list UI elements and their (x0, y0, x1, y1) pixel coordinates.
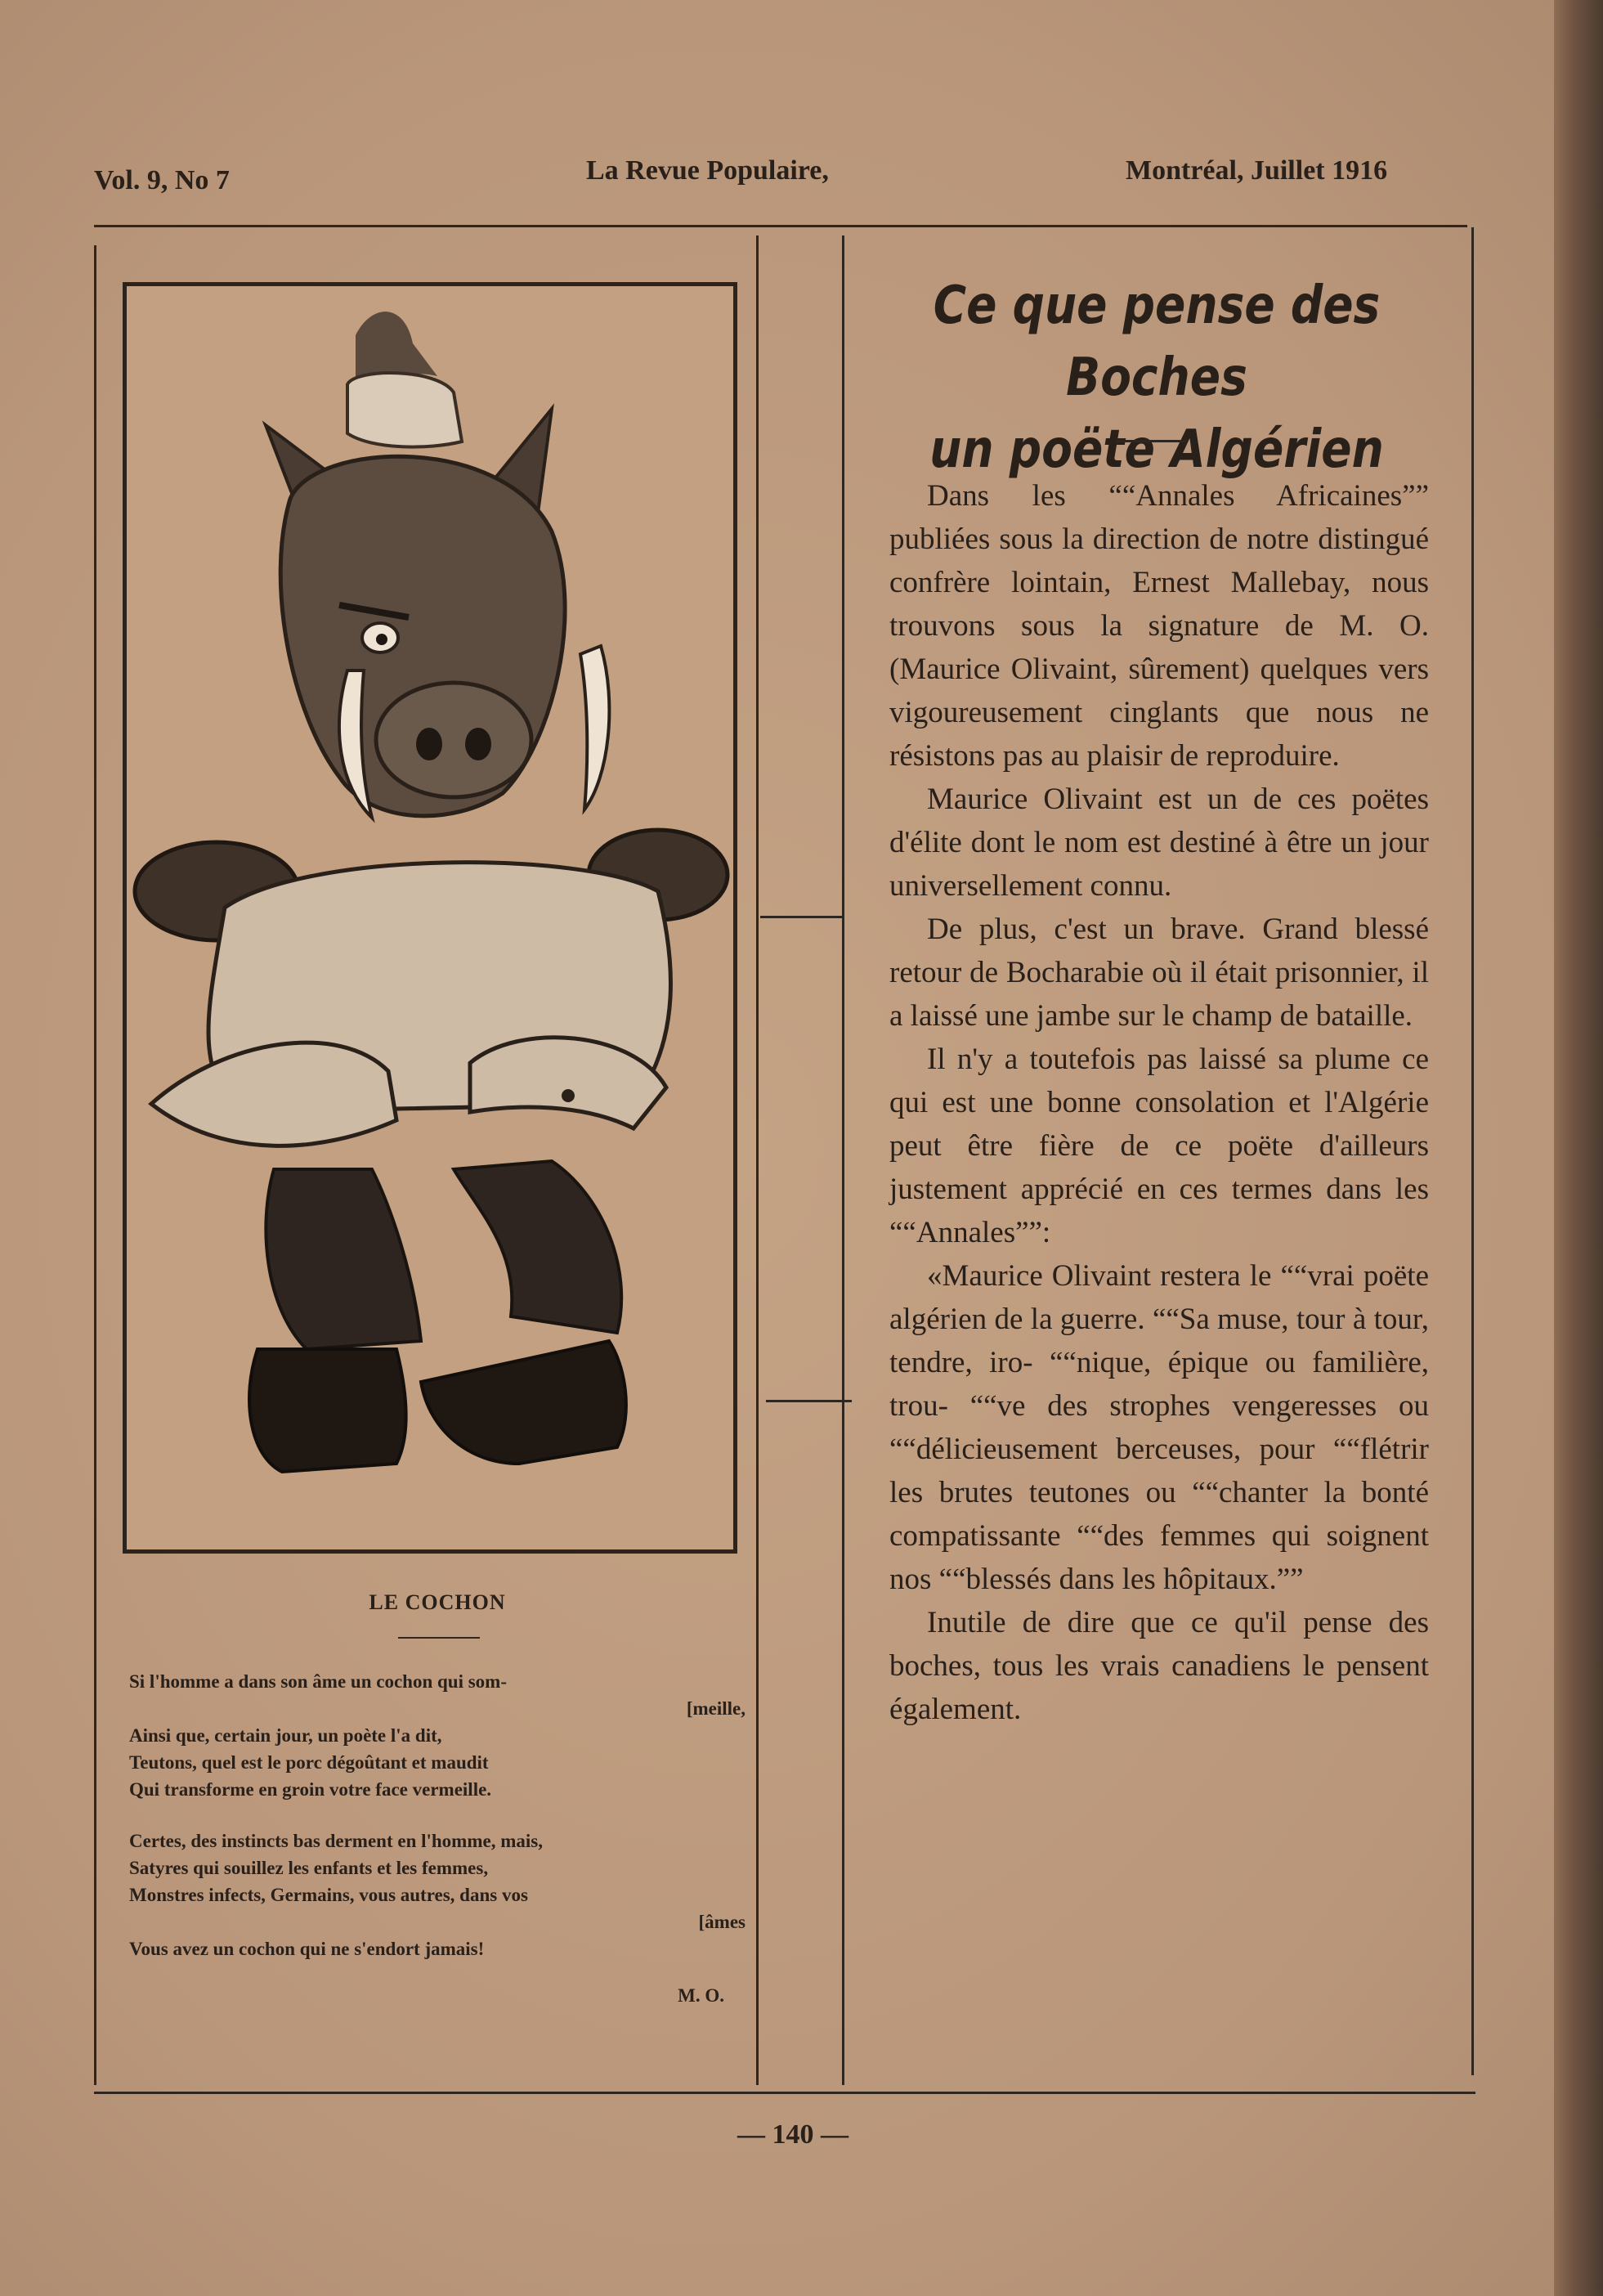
poem (129, 1668, 750, 2009)
book-spine-shadow (1554, 0, 1603, 2296)
frame-rule-bottom (94, 2092, 1475, 2094)
article-paragraph: Inutile de dire que ce qu'il pense des boches, tous les vrais canadiens le pensent également. (889, 1606, 1429, 1726)
volume-number: Vol. 9, No 7 (94, 165, 230, 195)
column-divider (756, 235, 759, 2085)
frame-rule-top (94, 225, 1467, 227)
column-divider (842, 235, 844, 2085)
frame-rule-left (94, 245, 96, 2085)
page-header (94, 155, 1467, 196)
place-and-date: Montréal, Juillet 1916 (1126, 155, 1388, 186)
article-paragraph: Il n'y a toutefois pas laissé sa plume ce qui est une bonne consolation et l'Algérie peut être fière de ce poëte d'ailleurs justement apprécié en ces termes dans les ““Annales””: (889, 1043, 1429, 1249)
poem-line: [meille, (686, 1698, 746, 1719)
illustration-caption: LE COCHON (369, 1590, 506, 1614)
poem-line: Monstres infects, Germains, vous autres, dans vos (129, 1885, 528, 1905)
frame-rule-right (1471, 227, 1474, 2075)
publication-name: La Revue Populaire, (586, 155, 829, 186)
article-paragraph: Maurice Olivaint est un de ces poëtes d'élite dont le nom est destiné à être un jour universellement connu. (889, 783, 1429, 903)
poem-line: Si l'homme a dans son âme un cochon qui som- (129, 1671, 507, 1692)
poem-line: Certes, des instincts bas derment en l'homme, mais, (129, 1831, 543, 1851)
divider-bracket (766, 1400, 852, 1410)
caption-rule (398, 1637, 480, 1639)
boar-caricature-illustration (123, 282, 737, 1554)
poem-line: Vous avez un cochon qui ne s'endort jamais! (129, 1939, 485, 1959)
article-body (889, 474, 1429, 1731)
poem-signature: M. O. (678, 1985, 724, 2006)
article-title (893, 270, 1421, 486)
divider-bracket (760, 908, 842, 918)
article-paragraph: «Maurice Olivaint restera le ““vrai poëte algérien de la guerre. ““Sa muse, tour à tour, tendre, iro- ““nique, épique ou familière, trou- ““ve des strophes vengeresses ou ““délicieusement berceuses, pour ““flétrir les brutes teutones ou ““chanter la bonté compatissante ““des femmes qui soignent nos ““blessés dans les hôpitaux.”” (889, 1259, 1429, 1596)
article-title-line: Ce que pense des Boches (933, 276, 1381, 408)
poem-line: Teutons, quel est le porc dégoûtant et maudit (129, 1752, 489, 1773)
article-title-line: un poëte Algérien (929, 419, 1384, 480)
article-paragraph: Dans les ““Annales Africaines”” publiées sous la direction de notre distingué confrère lointain, Ernest Mallebay, nous trouvons sous la signature de M. O. (Maurice Olivaint, sûrement) quelques vers vigoureusement cinglants que nous ne résistons pas au plaisir de reproduire. (889, 479, 1429, 773)
poem-line: Satyres qui souillez les enfants et les femmes, (129, 1858, 489, 1878)
poem-line: Qui transforme en groin votre face vermeille. (129, 1779, 492, 1800)
poem-line: Ainsi que, certain jour, un poète l'a dit, (129, 1725, 442, 1746)
article-paragraph: De plus, c'est un brave. Grand blessé retour de Bocharabie où il était prisonnier, il a laissé une jambe sur le champ de bataille. (889, 913, 1429, 1033)
title-rule (1116, 440, 1186, 442)
poem-line: [âmes (698, 1912, 746, 1932)
page-number: — 140 — (737, 2119, 849, 2150)
